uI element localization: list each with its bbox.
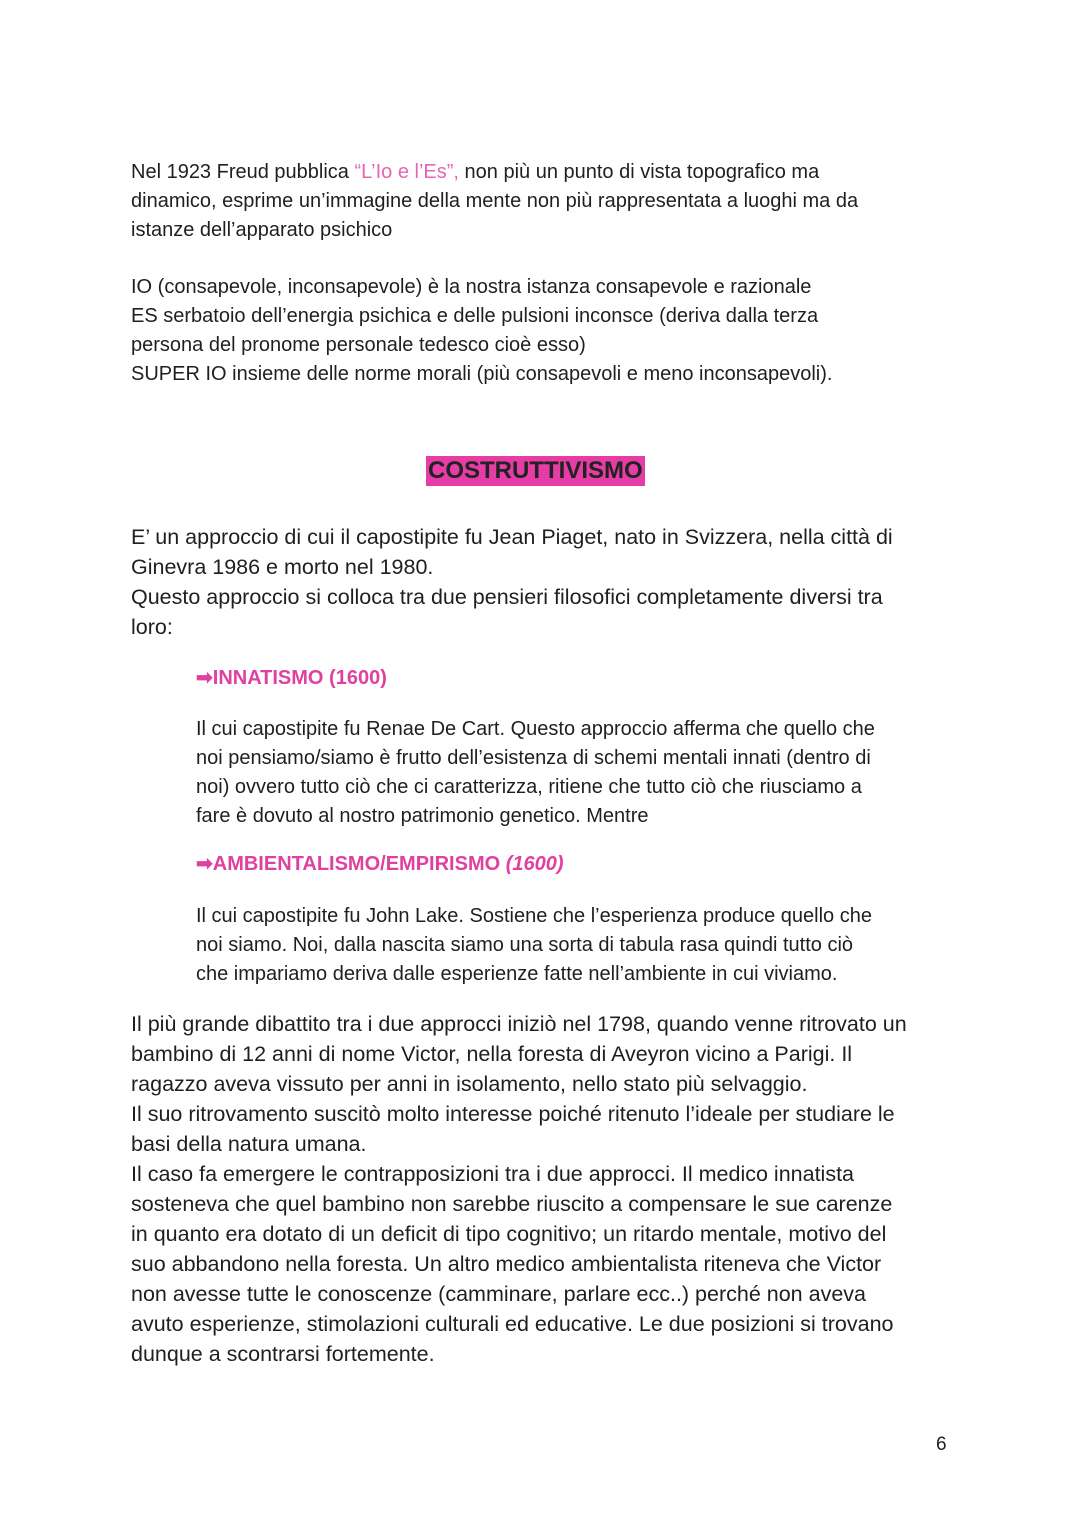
paragraph-line: loro: (131, 615, 173, 639)
ambientalismo-heading (196, 851, 564, 877)
paragraph-line: avuto esperienze, stimolazioni culturali ed educative. Le due posizioni si trovano (131, 1312, 894, 1336)
paragraph-line: noi) ovvero tutto ciò che ci caratterizza, ritiene che tutto ciò che riusciamo a (196, 776, 862, 798)
paragraph-line: noi pensiamo/siamo è frutto dell’esistenza di schemi mentali innati (dentro di (196, 747, 871, 769)
intro-paragraph (131, 158, 858, 245)
paragraph-line: Il cui capostipite fu John Lake. Sostiene che l’esperienza produce quello che (196, 905, 872, 927)
istanza-es-cont: persona del pronome personale tedesco cioè esso) (131, 334, 586, 356)
dibattito-paragraph (131, 1009, 907, 1369)
istanza-super-io: SUPER IO insieme delle norme morali (più consapevoli e meno inconsapevoli). (131, 363, 833, 385)
paragraph-line: suo abbandono nella foresta. Un altro medico ambientalista riteneva che Victor (131, 1252, 882, 1276)
paragraph-line: sosteneva che quel bambino non sarebbe riuscito a compensare le sue carenze (131, 1192, 893, 1216)
istanze-list (131, 273, 832, 389)
paragraph-line: che impariamo deriva dalle esperienze fatte nell’ambiente in cui viviamo. (196, 963, 838, 985)
innatismo-heading: ➡INNATISMO (1600) (196, 667, 387, 689)
intro-line: dinamico, esprime un’immagine della mente non più rappresentata a luoghi ma da (131, 190, 859, 212)
paragraph-line: E’ un approccio di cui il capostipite fu Jean Piaget, nato in Svizzera, nella città di (131, 525, 893, 549)
paragraph-line: Questo approccio si colloca tra due pensieri filosofici completamente diversi tra (131, 585, 883, 609)
paragraph-line: Il suo ritrovamento suscitò molto interesse poiché ritenuto l’ideale per studiare le (131, 1102, 895, 1126)
paragraph-line: Il caso fa emergere le contrapposizioni tra i due approcci. Il medico innatista (131, 1162, 855, 1186)
paragraph-line: basi della natura umana. (131, 1132, 367, 1156)
paragraph-line: Ginevra 1986 e morto nel 1980. (131, 555, 434, 579)
paragraph-line: bambino di 12 anni di nome Victor, nella foresta di Aveyron vicino a Parigi. Il (131, 1042, 853, 1066)
costruttivismo-paragraph (131, 522, 893, 642)
paragraph-line: non avesse tutte le conoscenze (camminare, parlare ecc..) perché non aveva (131, 1282, 866, 1306)
paragraph-line: in quanto era dotato di un deficit di tipo cognitivo; un ritardo mentale, motivo del (131, 1222, 887, 1246)
paragraph-line: fare è dovuto al nostro patrimonio genetico. Mentre (196, 805, 649, 827)
intro-text: non più un punto di vista topografico ma (458, 161, 820, 183)
paragraph-line: Il cui capostipite fu Renae De Cart. Questo approccio afferma che quello che (196, 718, 875, 740)
paragraph-line: Il più grande dibattito tra i due approcci iniziò nel 1798, quando venne ritrovato un (131, 1012, 907, 1036)
ambientalismo-heading-text: ➡AMBIENTALISMO/EMPIRISMO (196, 853, 501, 875)
intro-text: Nel 1923 Freud pubblica (131, 161, 355, 183)
istanza-es: ES serbatoio dell’energia psichica e delle pulsioni inconsce (deriva dalla terza (131, 305, 819, 327)
page-number: 6 (936, 1434, 947, 1455)
innatismo-paragraph (196, 715, 875, 831)
istanza-io: IO (consapevole, inconsapevole) è la nostra istanza consapevole e razionale (131, 276, 812, 298)
paragraph-line: noi siamo. Noi, dalla nascita siamo una sorta di tabula rasa quindi tutto ciò (196, 934, 854, 956)
book-title-quote: “L’Io e l’Es”, (354, 161, 459, 183)
paragraph-line: dunque a scontrarsi fortemente. (131, 1342, 435, 1366)
paragraph-line: ragazzo aveva vissuto per anni in isolamento, nello stato più selvaggio. (131, 1072, 808, 1096)
ambientalismo-year: (1600) (505, 853, 564, 875)
ambientalismo-paragraph (196, 902, 872, 989)
intro-line: istanze dell’apparato psichico (131, 219, 393, 241)
section-title: COSTRUTTIVISMO (428, 457, 643, 484)
